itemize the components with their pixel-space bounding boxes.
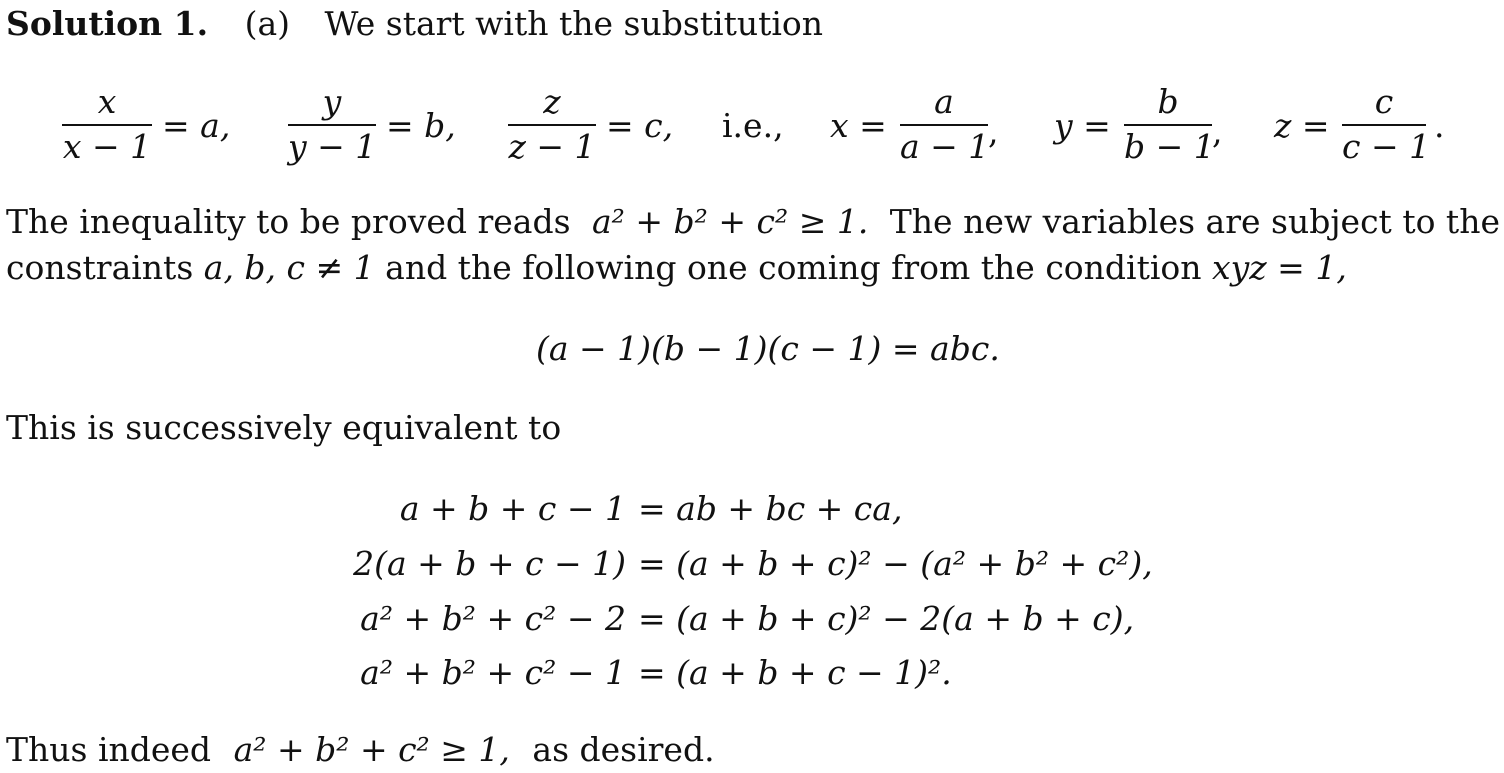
inequality-math: a² + b² + c² ≥ 1. bbox=[591, 202, 869, 241]
solution-label: Solution 1. bbox=[6, 4, 209, 43]
align-row-3-rhs: = (a + b + c)² − 2(a + b + c), bbox=[638, 599, 1135, 638]
fraction-c: c c − 1 bbox=[1342, 82, 1431, 166]
solution-heading bbox=[6, 4, 823, 44]
align-row-4-rhs: = (a + b + c − 1)². bbox=[638, 653, 952, 692]
paragraph-equivalent: This is successively equivalent to bbox=[6, 408, 562, 447]
fraction-a: a a − 1 bbox=[900, 82, 990, 166]
align-row-4-lhs: a² + b² + c² − 1 bbox=[360, 653, 626, 692]
ie-text: i.e., bbox=[722, 106, 784, 145]
align-row-2-rhs: = (a + b + c)² − (a² + b² + c²), bbox=[638, 544, 1153, 583]
conclusion-math: a² + b² + c² ≥ 1, bbox=[233, 730, 510, 769]
fraction-b: b b − 1 bbox=[1124, 82, 1215, 166]
align-row-1-rhs: = ab + bc + ca, bbox=[638, 489, 903, 528]
paragraph-line-1: The inequality to be proved reads a² + b² + c² ≥ 1. The new variables are subject to the bbox=[6, 202, 1500, 241]
fraction-y: y y − 1 bbox=[288, 82, 377, 166]
intro-text: We start with the substitution bbox=[324, 4, 824, 43]
fraction-x: x x − 1 bbox=[62, 82, 152, 166]
conclusion: Thus indeed a² + b² + c² ≥ 1, as desired. bbox=[6, 730, 715, 769]
part-label: (a) bbox=[244, 4, 291, 43]
paragraph-line-2: constraints a, b, c ≠ 1 and the following one coming from the condition xyz = 1, bbox=[6, 248, 1347, 287]
fraction-z: z z − 1 bbox=[508, 82, 596, 166]
align-row-3-lhs: a² + b² + c² − 2 bbox=[360, 599, 626, 638]
constraint-equation: (a − 1)(b − 1)(c − 1) = abc. bbox=[536, 329, 1000, 368]
align-row-2-lhs: 2(a + b + c − 1) bbox=[353, 544, 626, 583]
align-row-1-lhs: a + b + c − 1 bbox=[399, 489, 626, 528]
